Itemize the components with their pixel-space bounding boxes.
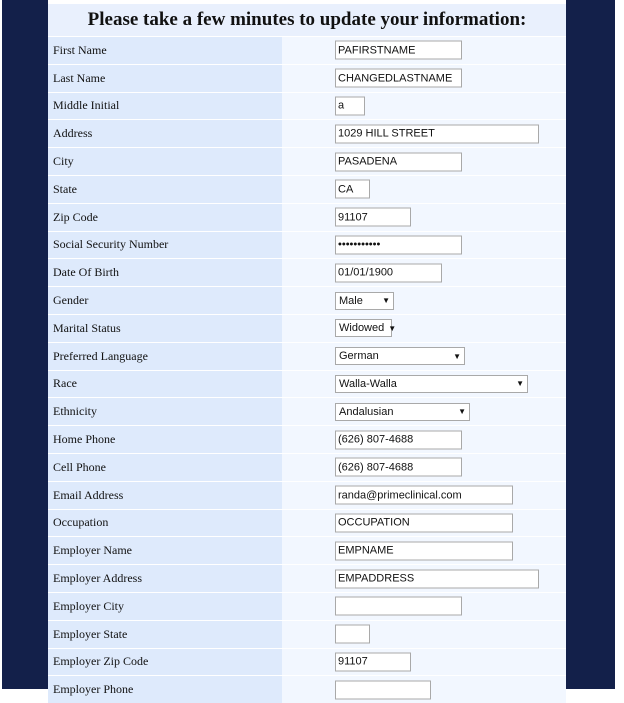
employer-name-label: Employer Name — [48, 537, 282, 564]
employer-address-input[interactable] — [335, 569, 539, 588]
dropdown-arrow-icon: ▼ — [382, 296, 390, 306]
state-label: State — [48, 176, 282, 203]
last-name-input[interactable] — [335, 69, 462, 88]
gender-label: Gender — [48, 287, 282, 314]
ethnicity-selected-value: Andalusian — [339, 405, 394, 418]
row-employer-phone — [48, 675, 566, 703]
ethnicity-select[interactable] — [335, 403, 470, 421]
row-ethnicity — [48, 397, 566, 425]
middle-initial-input[interactable] — [335, 96, 365, 115]
row-first-name — [48, 36, 566, 64]
race-selected-value: Walla-Walla — [339, 377, 397, 390]
first-name-label: First Name — [48, 37, 282, 64]
row-last-name — [48, 64, 566, 92]
form-rows — [48, 36, 566, 703]
address-label: Address — [48, 120, 282, 147]
address-input[interactable] — [335, 124, 539, 143]
row-home-phone — [48, 425, 566, 453]
row-state — [48, 175, 566, 203]
gender-select[interactable] — [335, 292, 394, 310]
row-occupation — [48, 509, 566, 537]
dropdown-arrow-icon: ▼ — [458, 407, 466, 417]
row-gender — [48, 286, 566, 314]
city-label: City — [48, 148, 282, 175]
email-address-input[interactable] — [335, 486, 513, 505]
last-name-label: Last Name — [48, 65, 282, 92]
row-marital-status — [48, 314, 566, 342]
employer-city-input[interactable] — [335, 597, 462, 616]
row-employer-address — [48, 564, 566, 592]
occupation-input[interactable] — [335, 513, 513, 532]
employer-zip-code-label: Employer Zip Code — [48, 649, 282, 676]
row-ssn — [48, 231, 566, 259]
employer-name-input[interactable] — [335, 541, 513, 560]
cell-phone-input[interactable] — [335, 458, 462, 477]
home-phone-label: Home Phone — [48, 426, 282, 453]
employer-city-label: Employer City — [48, 593, 282, 620]
first-name-input[interactable] — [335, 41, 462, 60]
race-label: Race — [48, 371, 282, 398]
preferred-language-select[interactable] — [335, 347, 465, 365]
employer-phone-label: Employer Phone — [48, 676, 282, 703]
row-city — [48, 147, 566, 175]
email-address-label: Email Address — [48, 482, 282, 509]
dropdown-arrow-icon: ▼ — [388, 323, 397, 333]
zip-code-label: Zip Code — [48, 204, 282, 231]
city-input[interactable] — [335, 152, 462, 171]
marital-status-label: Marital Status — [48, 315, 282, 342]
row-cell-phone — [48, 453, 566, 481]
update-info-form — [48, 0, 566, 697]
employer-zip-code-input[interactable] — [335, 652, 411, 671]
row-employer-state — [48, 620, 566, 648]
marital-status-selected-value: Widowed — [339, 322, 385, 335]
row-race — [48, 370, 566, 398]
gender-selected-value: Male — [339, 294, 363, 307]
row-date-of-birth — [48, 258, 566, 286]
preferred-language-label: Preferred Language — [48, 343, 282, 370]
ssn-input[interactable] — [335, 235, 462, 254]
middle-initial-label: Middle Initial — [48, 93, 282, 120]
row-employer-name — [48, 536, 566, 564]
form-title: Please take a few minutes to update your information: — [48, 4, 566, 36]
preferred-language-selected-value: German — [339, 350, 379, 363]
zip-code-input[interactable] — [335, 208, 411, 227]
race-select[interactable] — [335, 375, 528, 393]
marital-status-select[interactable] — [335, 319, 397, 337]
cell-phone-label: Cell Phone — [48, 454, 282, 481]
date-of-birth-input[interactable] — [335, 263, 442, 282]
employer-phone-input[interactable] — [335, 680, 431, 699]
row-email-address — [48, 481, 566, 509]
row-address — [48, 119, 566, 147]
row-preferred-language — [48, 342, 566, 370]
date-of-birth-label: Date Of Birth — [48, 259, 282, 286]
dropdown-arrow-icon: ▼ — [453, 351, 461, 361]
ethnicity-label: Ethnicity — [48, 398, 282, 425]
state-input[interactable] — [335, 180, 370, 199]
occupation-label: Occupation — [48, 510, 282, 537]
ssn-label: Social Security Number — [48, 232, 282, 259]
employer-state-label: Employer State — [48, 621, 282, 648]
dropdown-arrow-icon: ▼ — [516, 379, 524, 389]
employer-address-label: Employer Address — [48, 565, 282, 592]
home-phone-input[interactable] — [335, 430, 462, 449]
employer-state-input[interactable] — [335, 625, 370, 644]
row-middle-initial — [48, 92, 566, 120]
row-employer-city — [48, 592, 566, 620]
row-zip-code — [48, 203, 566, 231]
row-employer-zip-code — [48, 648, 566, 676]
